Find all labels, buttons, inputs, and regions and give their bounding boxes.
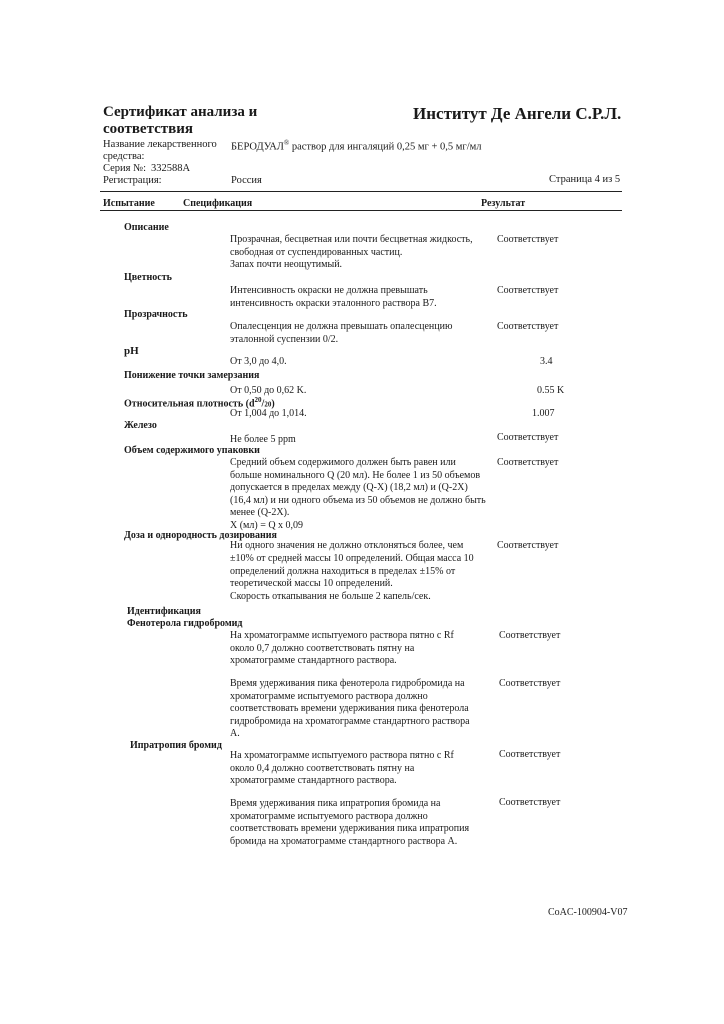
test-ph: pH — [124, 345, 139, 357]
result-fenoterol-1: Соответствует — [499, 630, 561, 641]
spec-line: Средний объем содержимого должен быть равен или — [230, 457, 456, 468]
spec-line: бромида на хроматограмме стандартного раствора A. — [230, 835, 458, 847]
drug-name-label-1: Название лекарственного — [103, 139, 217, 150]
spec-iron: Не более 5 ppm — [230, 434, 296, 445]
doc-title-line-2: соответствия — [103, 121, 194, 137]
spec-line: хроматограмме стандартного раствора. — [230, 655, 397, 666]
spec-line: хроматограмме испытуемого раствора должно — [230, 810, 428, 822]
spec-line: Прозрачная, бесцветная или почти бесцветная жидкость, — [230, 234, 473, 245]
test-iron: Железо — [124, 420, 157, 431]
spec-line: менее (Q-2X). — [230, 507, 290, 518]
result-color: Соответствует — [497, 285, 559, 296]
spec-line: X (мл) = Q x 0,09 — [230, 519, 304, 531]
col-header-spec: Спецификация — [183, 198, 253, 209]
document-code: CoAC-100904-V07 — [548, 907, 628, 918]
spec-line: На хроматограмме испытуемого раствора пятно с Rf — [230, 750, 454, 761]
spec-color — [230, 285, 482, 310]
spec-ipratropium-2 — [230, 798, 482, 848]
spec-line: Скорость откапывания не больше 2 капель/сек. — [230, 591, 431, 603]
registration-label: Регистрация: — [103, 175, 162, 186]
spec-ph: От 3,0 до 4,0. — [230, 356, 287, 367]
drug-name-value — [231, 139, 482, 153]
density-sub: 20 — [264, 400, 272, 409]
result-ipratropium-1: Соответствует — [499, 749, 561, 760]
drug-name-label — [103, 139, 217, 163]
spec-line: Время удерживания пика ипратропия бромида на — [230, 798, 441, 809]
spec-line: хроматограмме испытуемого раствора должно — [230, 690, 428, 702]
test-fenoterol: Фенотерола гидробромид — [127, 618, 243, 629]
doc-title-line-1: Сертификат анализа и — [103, 104, 258, 120]
page-number: Страница 4 из 5 — [549, 174, 621, 185]
spec-ipratropium-1 — [230, 750, 482, 788]
spec-line: Запах почти неощутимый. — [230, 259, 343, 270]
spec-line: Опалесценция не должна превышать опалесценцию — [230, 321, 453, 332]
test-dose: Доза и однородность дозирования — [124, 530, 277, 541]
result-freezing-point: 0.55 K — [537, 385, 565, 396]
spec-line: эталонной суспензии 0/2. — [230, 333, 339, 345]
header-divider-top — [100, 191, 622, 192]
test-clarity: Прозрачность — [124, 309, 188, 320]
spec-line: Время удерживания пика фенотерола гидробромида на — [230, 678, 465, 689]
spec-line: Интенсивность окраски не должна превышать — [230, 285, 428, 296]
spec-line: Ни одного значения не должно отклоняться более, чем — [230, 540, 464, 551]
spec-line: хроматограмме стандартного раствора. — [230, 775, 397, 786]
test-identification: Идентификация — [127, 606, 201, 617]
series-label: Серия №: — [103, 163, 147, 174]
spec-line: соответствовать времени удерживания пика фенотерола — [230, 703, 469, 714]
registered-mark: ® — [283, 139, 290, 147]
result-volume: Соответствует — [497, 457, 559, 468]
spec-dose — [230, 540, 487, 604]
result-iron: Соответствует — [497, 432, 559, 443]
spec-line: (16,4 мл) и ни одного объема из 50 объемов не должно быть — [230, 494, 486, 506]
spec-line: A. — [230, 728, 240, 739]
test-freezing-point: Понижение точки замерзания — [124, 370, 260, 381]
test-description: Описание — [124, 222, 169, 233]
test-volume: Объем содержимого упаковки — [124, 445, 260, 456]
result-description: Соответствует — [497, 234, 559, 245]
density-name: Относительная плотность — [124, 398, 244, 410]
drug-desc: раствор для ингаляций 0,25 мг + 0,5 мг/мл — [291, 141, 482, 153]
test-color: Цветность — [124, 272, 172, 283]
spec-fenoterol-1 — [230, 630, 482, 668]
spec-line: около 0,4 должно соответствовать пятну на — [230, 762, 415, 774]
spec-line: около 0,7 должно соответствовать пятну на — [230, 642, 415, 654]
spec-density: От 1,004 до 1,014. — [230, 408, 307, 419]
spec-volume — [230, 457, 487, 532]
spec-line: свободная от суспендированных частиц. — [230, 246, 403, 258]
result-fenoterol-2: Соответствует — [499, 678, 561, 689]
institute-name: Институт Де Ангели С.Р.Л. — [413, 104, 622, 123]
spec-line: соответствовать времени удерживания пика ипратропия — [230, 823, 470, 834]
registration-value: Россия — [231, 175, 262, 186]
result-ph: 3.4 — [540, 356, 553, 367]
spec-line: определений должна находиться в пределах ±15% от — [230, 565, 456, 577]
spec-line: гидробромида на хроматограмме стандартного раствора — [230, 715, 470, 727]
drug-brand: БЕРОДУАЛ — [231, 141, 284, 153]
series-value: 332588A — [151, 163, 191, 174]
result-ipratropium-2: Соответствует — [499, 797, 561, 808]
test-ipratropium: Ипратропия бромид — [130, 740, 222, 751]
spec-line: допускается в пределах между (Q-X) (18,2 мл) и (Q-2X) — [230, 482, 468, 493]
drug-name-label-2: средства: — [103, 151, 145, 162]
spec-line: интенсивность окраски эталонного раствора B7. — [230, 297, 437, 309]
col-header-test: Испытание — [103, 198, 155, 209]
result-clarity: Соответствует — [497, 321, 559, 332]
header-divider-bottom — [100, 210, 622, 211]
spec-line: На хроматограмме испытуемого раствора пятно с Rf — [230, 630, 454, 641]
spec-line: больше номинального Q (20 мл). Не более 1 из 50 объемов — [230, 469, 481, 481]
col-header-result: Результат — [481, 198, 526, 209]
spec-fenoterol-2 — [230, 678, 482, 741]
result-density: 1.007 — [532, 408, 555, 419]
spec-line: теоретической массы 10 определений. — [230, 578, 393, 590]
spec-description — [230, 234, 482, 272]
density-sup: 20 — [254, 396, 262, 404]
spec-freezing-point: От 0,50 до 0,62 K. — [230, 385, 307, 396]
result-dose: Соответствует — [497, 540, 559, 551]
spec-clarity — [230, 321, 482, 346]
spec-line: ±10% от средней массы 10 определений. Общая масса 10 — [230, 552, 474, 564]
test-density: Относительная плотность $(d^{20}/20)$ — [124, 396, 275, 410]
